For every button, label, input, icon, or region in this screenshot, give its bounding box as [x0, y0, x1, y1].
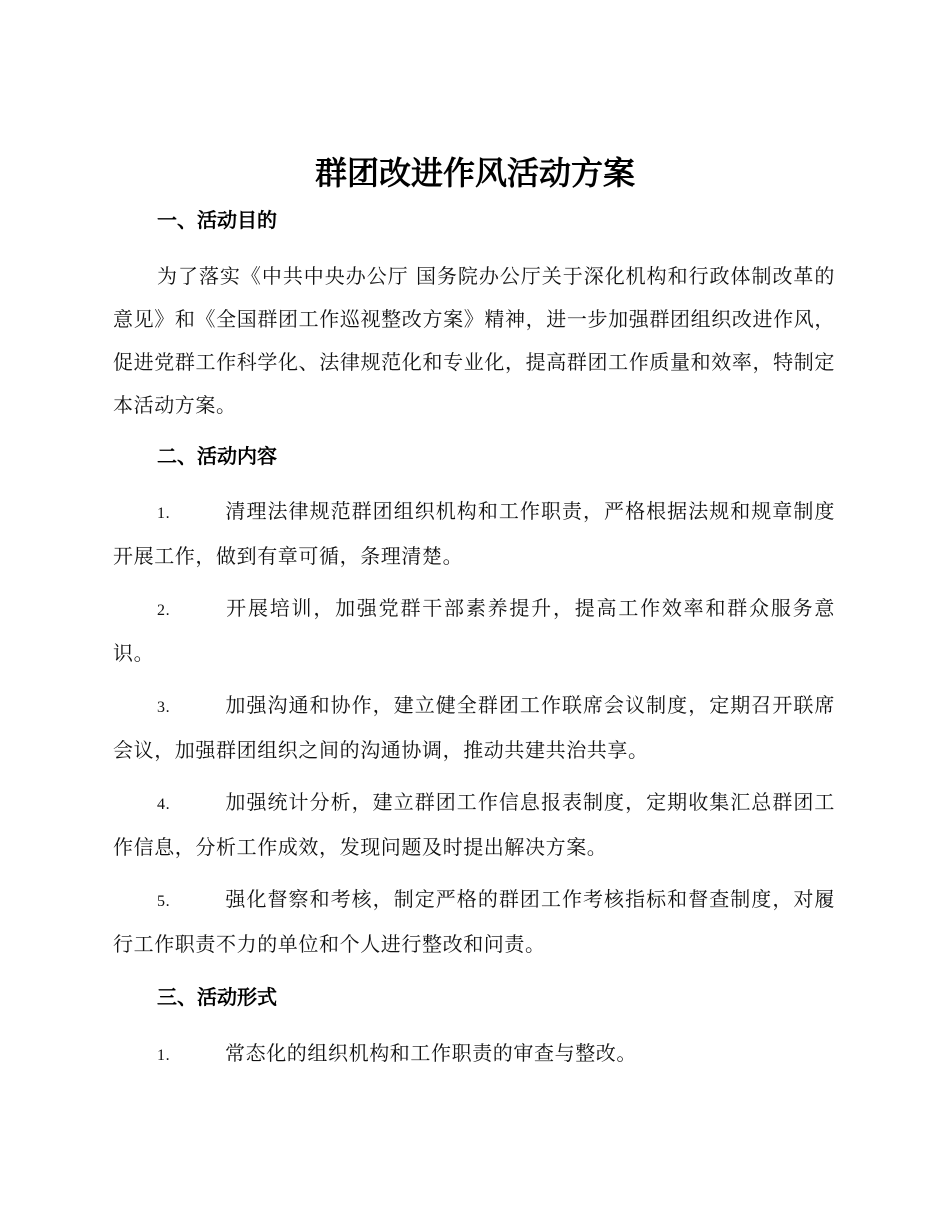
list-item-text: 常态化的组织机构和工作职责的审查与整改。 [225, 1041, 637, 1065]
list-item-number: 5. [157, 893, 171, 910]
list-item [113, 587, 835, 675]
section-paragraph-purpose: 为了落实《中共中央办公厅 国务院办公厅关于深化机构和行政体制改革的意见》和《全国群团工作巡视整改方案》精神，进一步加强群团组织改进作风，促进党群工作科学化、法律规范化和专业化，提高群团工作质量和效率，特制定本活动方案。 [113, 264, 835, 417]
section-heading-purpose: 一、活动目的 [157, 208, 277, 232]
list-item-number: 2. [157, 602, 171, 619]
list-item-text: 开展培训，加强党群干部素养提升，提高工作效率和群众服务意识。 [113, 596, 835, 665]
section-heading-form: 三、活动形式 [157, 985, 277, 1009]
list-item-number: 3. [157, 699, 171, 716]
list-item-text: 加强统计分析，建立群团工作信息报表制度，定期收集汇总群团工作信息，分析工作成效，发现问题及时提出解决方案。 [113, 790, 835, 859]
list-item-number: 1. [157, 1047, 171, 1064]
list-item [113, 878, 835, 966]
list-item [113, 781, 835, 869]
list-item [113, 490, 835, 578]
list-item-number: 1. [157, 505, 171, 522]
list-item-text: 加强沟通和协作，建立健全群团工作联席会议制度，定期召开联席会议，加强群团组织之间的沟通协调，推动共建共治共享。 [113, 693, 835, 762]
list-item-text: 清理法律规范群团组织机构和工作职责，严格根据法规和规章制度开展工作，做到有章可循，条理清楚。 [113, 499, 835, 568]
list-item-text: 强化督察和考核，制定严格的群团工作考核指标和督查制度，对履行工作职责不力的单位和个人进行整改和问责。 [113, 887, 835, 956]
section-heading-content: 二、活动内容 [157, 444, 277, 468]
list-item [113, 684, 835, 772]
list-item-number: 4. [157, 796, 171, 813]
list-item [113, 1032, 835, 1077]
document-title: 群团改进作风活动方案 [314, 154, 635, 192]
